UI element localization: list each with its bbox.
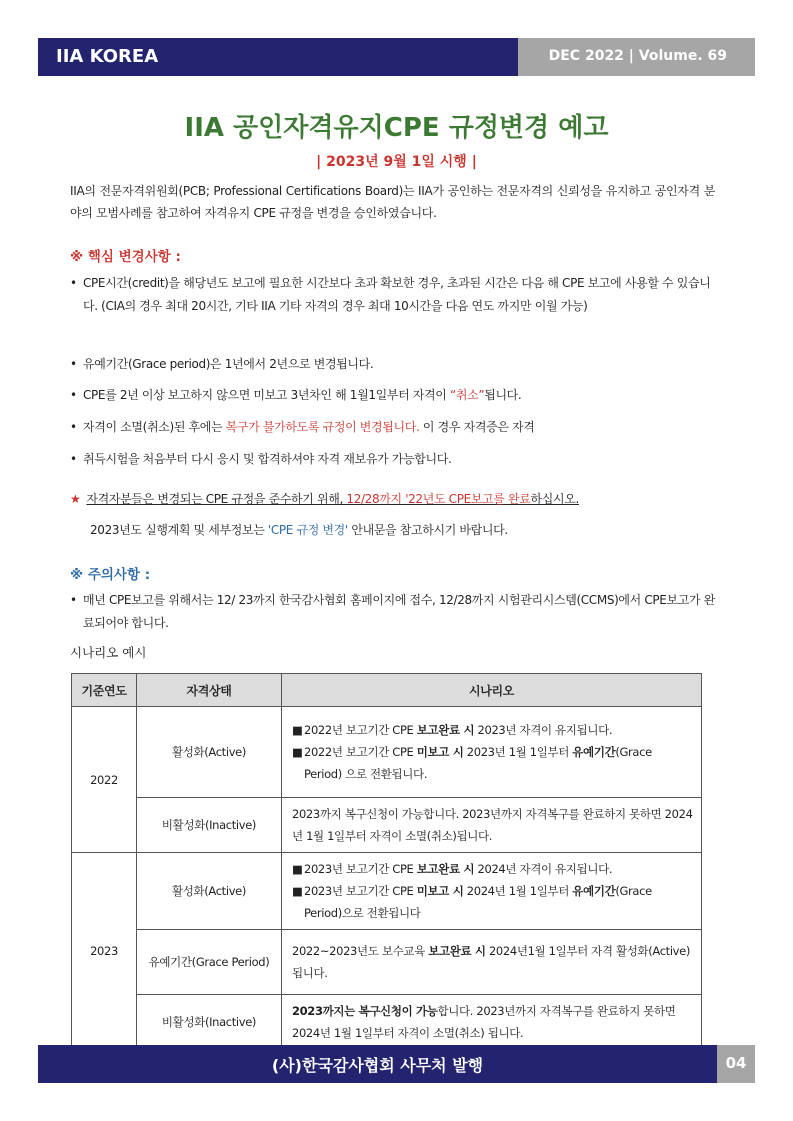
key-changes-heading: ※ 핵심 변경사항 : [70, 249, 181, 265]
issue-label: DEC 2022 | Volume. 69 [548, 48, 727, 64]
bullet: • [70, 388, 77, 402]
footer-publisher-bar [38, 1045, 717, 1083]
scenario-cell: 2022~2023년도 보수교육 보고완료 시 2024년1월 1일부터 자격 활성화(Active) 됩니다. [282, 930, 702, 995]
page-header [38, 38, 755, 76]
bullet: • [70, 452, 77, 466]
scenario-cell [282, 707, 702, 798]
caution-item: • 매년 CPE보고를 위해서는 12/ 23까지 한국감사협회 홈페이지에 접수, 12/28까지 시험관리시스템(CCMS)에서 CPE보고가 완료되어야 합니다. [70, 589, 715, 635]
year-cell: 2022 [72, 707, 137, 853]
table-row [72, 930, 702, 995]
col-header-status: 자격상태 [137, 674, 282, 707]
list-item: ■ 2022년 보고기간 CPE 미보고 시 2023년 1월 1일부터 유예기간(Grace Period) 으로 전환됩니다. [292, 741, 693, 785]
list-item: ■ 2023년 보고기간 CPE 보고완료 시 2024년 자격이 유지됩니다. [292, 858, 693, 880]
bullet: • [70, 357, 77, 371]
page-number-box [717, 1045, 755, 1083]
publisher-label: (사)한국감사협회 사무처 발행 [271, 1056, 484, 1075]
page-footer [38, 1045, 755, 1083]
list-item: ■ 2023년 보고기간 CPE 미보고 시 2024년 1월 1일부터 유예기간(Grace Period)으로 전환됩니다 [292, 880, 693, 924]
table-row [72, 853, 702, 930]
effective-date: | 2023년 9월 1일 시행 | [316, 154, 477, 170]
key-change-item: • 취득시험을 처음부터 다시 응시 및 합격하셔야 자격 재보유가 가능합니다. [70, 448, 715, 471]
table-row [72, 707, 702, 798]
table-row [72, 995, 702, 1050]
list-item: ■ 2022년 보고기간 CPE 보고완료 시 2023년 자격이 유지됩니다. [292, 719, 693, 741]
cpe-rule-change-link[interactable]: 'CPE 규정 변경' [267, 523, 348, 537]
status-cell: 활성화(Active) [137, 853, 282, 930]
notice-detail: 2023년도 실행계획 및 세부정보는 'CPE 규정 변경' 안내문을 참고하시기 바랍니다. [90, 523, 508, 537]
year-cell: 2023 [72, 853, 137, 1050]
status-cell: 비활성화(Inactive) [137, 995, 282, 1050]
bullet: • [70, 276, 77, 290]
brand-name: IIA KOREA [56, 46, 159, 67]
table-header-row [72, 674, 702, 707]
cautions-heading: ※ 주의사항 : [70, 567, 151, 583]
page-title: IIA 공인자격유지CPE 규정변경 예고 [184, 113, 609, 143]
key-change-item: • 자격이 소멸(취소)된 후에는 복구가 불가하도록 규정이 변경됩니다. 이 경우 자격증은 자격 [70, 416, 715, 439]
bullet: • [70, 420, 77, 434]
square-bullet: ■ [292, 745, 303, 759]
page-number: 04 [725, 1054, 747, 1072]
no-restore-highlight: 복구가 불가하도록 규정이 변경됩니다. [225, 420, 420, 434]
table-row [72, 798, 702, 853]
header-brand-bar [38, 38, 518, 76]
cancel-highlight: “취소” [449, 388, 485, 402]
scenario-cell [282, 853, 702, 930]
square-bullet: ■ [292, 723, 303, 737]
col-header-year: 기준연도 [72, 674, 137, 707]
scenario-cell: 2023까지 복구신청이 가능합니다. 2023년까지 자격복구를 완료하지 못하면 2024년 1월 1일부터 자격이 소멸(취소)됩니다. [282, 798, 702, 853]
scenario-table [71, 673, 702, 1050]
header-issue-bar [518, 38, 755, 76]
star-notice: ★ 자격자분들은 변경되는 CPE 규정을 준수하기 위해, 12/28까지 '22년도 CPE보고를 완료하십시오. [70, 492, 579, 506]
col-header-scenario: 시나리오 [282, 674, 702, 707]
key-change-item: • CPE를 2년 이상 보고하지 않으면 미보고 3년차인 해 1월1일부터 자격이 “취소”됩니다. [70, 384, 715, 407]
bullet: • [70, 593, 77, 607]
star-icon: ★ [70, 492, 81, 506]
status-cell: 유예기간(Grace Period) [137, 930, 282, 995]
scenario-cell: 2023까지는 복구신청이 가능합니다. 2023년까지 자격복구를 완료하지 못하면 2024년 1월 1일부터 자격이 소멸(취소) 됩니다. [282, 995, 702, 1050]
status-cell: 비활성화(Inactive) [137, 798, 282, 853]
square-bullet: ■ [292, 862, 303, 876]
intro-paragraph: IIA의 전문자격위원회(PCB; Professional Certifications Board)는 IIA가 공인하는 전문자격의 신뢰성을 유지하고 공인자격 분야의 모범사례를 참고하여 자격유지 CPE 규정을 변경을 승인하였습니다. [70, 184, 715, 220]
square-bullet: ■ [292, 884, 303, 898]
deadline-highlight: 12/28까지 '22년도 CPE보고를 완료 [346, 492, 531, 506]
key-change-item: • CPE시간(credit)을 해당년도 보고에 필요한 시간보다 초과 확보한 경우, 초과된 시간은 다음 해 CPE 보고에 사용할 수 있습니다. (CIA의 경우 최대 20시간, 기타 IIA 기타 자격의 경우 최대 10시간을 다음 연도 까지만 이월 가능) [70, 272, 715, 318]
key-change-item: • 유예기간(Grace period)은 1년에서 2년으로 변경됩니다. [70, 353, 715, 376]
scenario-title: 시나리오 예시 [70, 645, 147, 660]
status-cell: 활성화(Active) [137, 707, 282, 798]
